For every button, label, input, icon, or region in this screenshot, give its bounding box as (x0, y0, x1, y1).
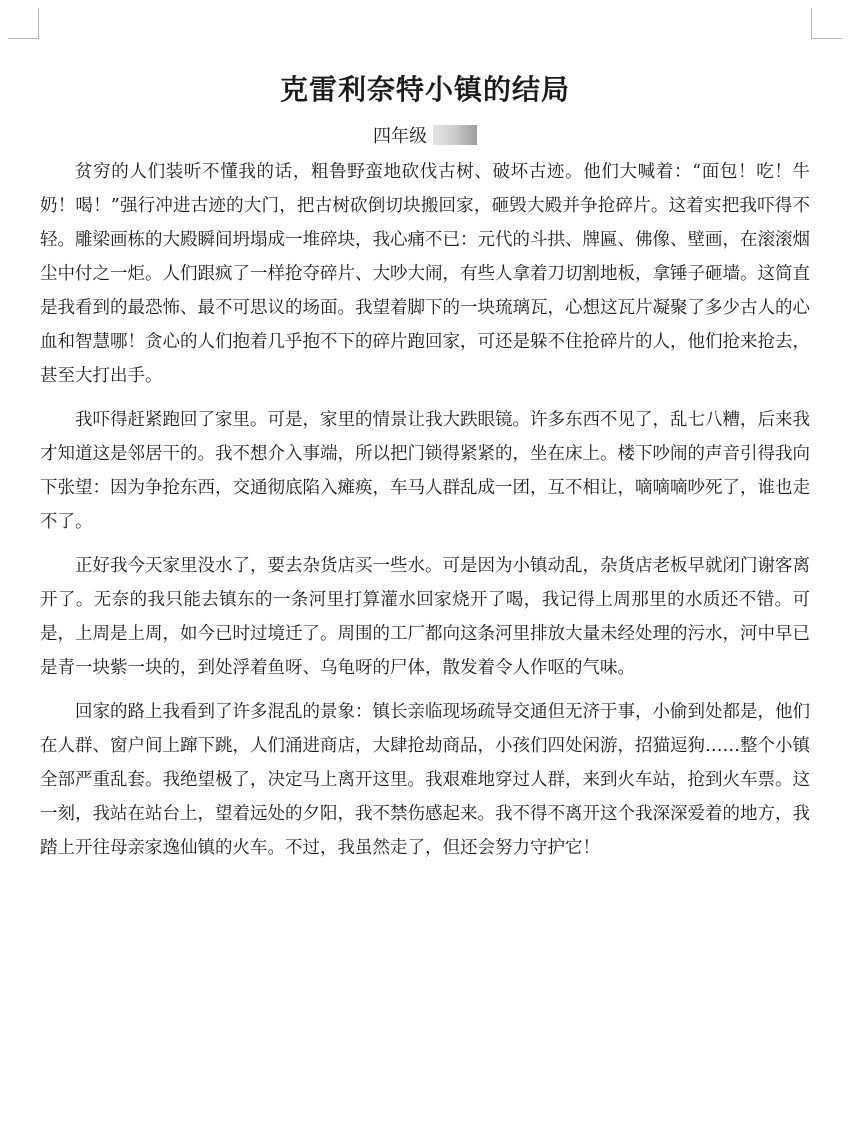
paragraph: 我吓得赶紧跑回了家里。可是，家里的情景让我大跌眼镜。许多东西不见了，乱七八糟，后来我才知道这是邻居干的。我不想介入事端，所以把门锁得紧紧的，坐在床上。楼下吵闹的声音引得我向下张望：因为争抢东西，交通彻底陷入瘫痪，车马人群乱成一团，互不相让，嘀嘀嘀吵死了，谁也走不了。 (40, 410, 810, 532)
paragraph: 正好我今天家里没水了，要去杂货店买一些水。可是因为小镇动乱，杂货店老板早就闭门谢客离开了。无奈的我只能去镇东的一条河里打算灌水回家烧开了喝，我记得上周那里的水质还不错。可是，上周是上周，如今已时过境迁了。周围的工厂都向这条河里排放大量未经处理的污水，河中早已是青一块紫一块的，到处浮着鱼呀、乌龟呀的尸体，散发着令人作呕的气味。 (40, 556, 810, 678)
redacted-author-name (433, 125, 477, 145)
paragraph: 回家的路上我看到了许多混乱的景象：镇长亲临现场疏导交通但无济于事，小偷到处都是，他们在人群、窗户间上蹿下跳，人们涌进商店，大肆抢劫商品，小孩们四处闲游，招猫逗狗……整个小镇全部严重乱套。我绝望极了，决定马上离开这里。我艰难地穿过人群，来到火车站，抢到火车票。这一刻，我站在站台上，望着远处的夕阳，我不禁伤感起来。我不得不离开这个我深深爱着的地方，我踏上开往母亲家逸仙镇的火车。不过，我虽然走了，但还会努力守护它！ (40, 702, 810, 858)
document-title: 克雷利奈特小镇的结局 (279, 73, 570, 106)
grade-label: 四年级 (373, 126, 427, 147)
paragraph: 贫穷的人们装听不懂我的话，粗鲁野蛮地砍伐古树、破坏古迹。他们大喊着：“面包！吃！牛奶！喝！”强行冲进古迹的大门，把古树砍倒切块搬回家，砸毁大殿并争抢碎片。这着实把我吓得不轻。雕梁画栋的大殿瞬间坍塌成一堆碎块，我心痛不已：元代的斗拱、牌匾、佛像、壁画，在滚滚烟尘中付之一炬。人们跟疯了一样抢夺碎片、大吵大闹，有些人拿着刀切割地板，拿锤子砸墙。这简直是我看到的最恐怖、最不可思议的场面。我望着脚下的一块琉璃瓦，心想这瓦片凝聚了多少古人的心血和智慧哪！贪心的人们抱着几乎抱不下的碎片跑回家，可还是躲不住抢碎片的人，他们抢来抢去，甚至大打出手。 (40, 162, 810, 386)
page-corner-mark-top-left (8, 8, 39, 39)
author-byline (0, 122, 850, 148)
page-corner-mark-top-right (811, 8, 842, 39)
essay-body (40, 155, 810, 875)
